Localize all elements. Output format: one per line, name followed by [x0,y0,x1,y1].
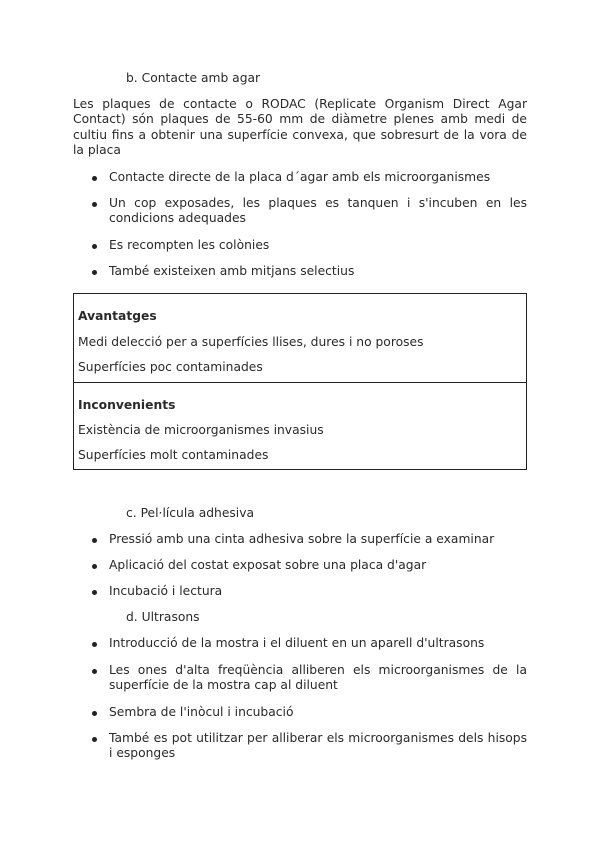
bullet-text: Introducció de la mostra i el diluent en un aparell d'ultrasons [109,636,485,650]
bullet-icon [92,270,97,275]
section-b-paragraph: Les plaques de contacte o RODAC (Replicate Organism Direct Agar Contact) són plaques de 55-60 mm de diàmetre plenes amb medi de cultiu fins a obtenir una superfície convexa, que sobresurt de la vora de la placa [73,97,527,158]
table-divider [74,382,526,383]
bullet-text: També es pot utilitzar per alliberar els microorganismes dels hisops i esponges [109,731,527,761]
advantages-title: Avantatges [78,309,157,323]
bullet-text: Aplicació del costat exposat sobre una placa d'agar [109,558,427,572]
section-d-heading: d. Ultrasons [126,610,200,624]
bullet-text: Incubació i lectura [109,584,223,598]
disadvantages-title: Inconvenients [78,398,176,412]
bullet-text: Pressió amb una cinta adhesiva sobre la superfície a examinar [109,532,495,546]
bullet-icon [92,538,97,543]
bullet-text: Un cop exposades, les plaques es tanquen i s'incuben en les condicions adequades [109,196,527,226]
disadvantage-item: Existència de microorganismes invasius [78,423,324,437]
bullet-icon [92,244,97,249]
bullet-text: També existeixen amb mitjans selectius [109,264,355,278]
advantage-item: Superfícies poc contaminades [78,360,263,374]
disadvantage-item: Superfícies molt contaminades [78,448,269,462]
bullet-icon [92,737,97,742]
advantage-item: Medi delecció per a superfícies llises, dures i no poroses [78,335,424,349]
bullet-icon [92,711,97,716]
bullet-icon [92,564,97,569]
bullet-text: Contacte directe de la placa d´agar amb els microorganismes [109,170,491,184]
bullet-icon [92,176,97,181]
bullet-text: Les ones d'alta freqüència alliberen els microorganismes de la superfície de la mostra cap al diluent [109,663,527,693]
bullet-icon [92,202,97,207]
section-c-heading: c. Pel·lícula adhesiva [126,506,255,520]
section-b-heading: b. Contacte amb agar [126,71,261,85]
bullet-text: Sembra de l'inòcul i incubació [109,705,294,719]
pros-cons-table [73,293,527,470]
bullet-icon [92,642,97,647]
bullet-text: Es recompten les colònies [109,238,270,252]
bullet-icon [92,669,97,674]
bullet-icon [92,590,97,595]
